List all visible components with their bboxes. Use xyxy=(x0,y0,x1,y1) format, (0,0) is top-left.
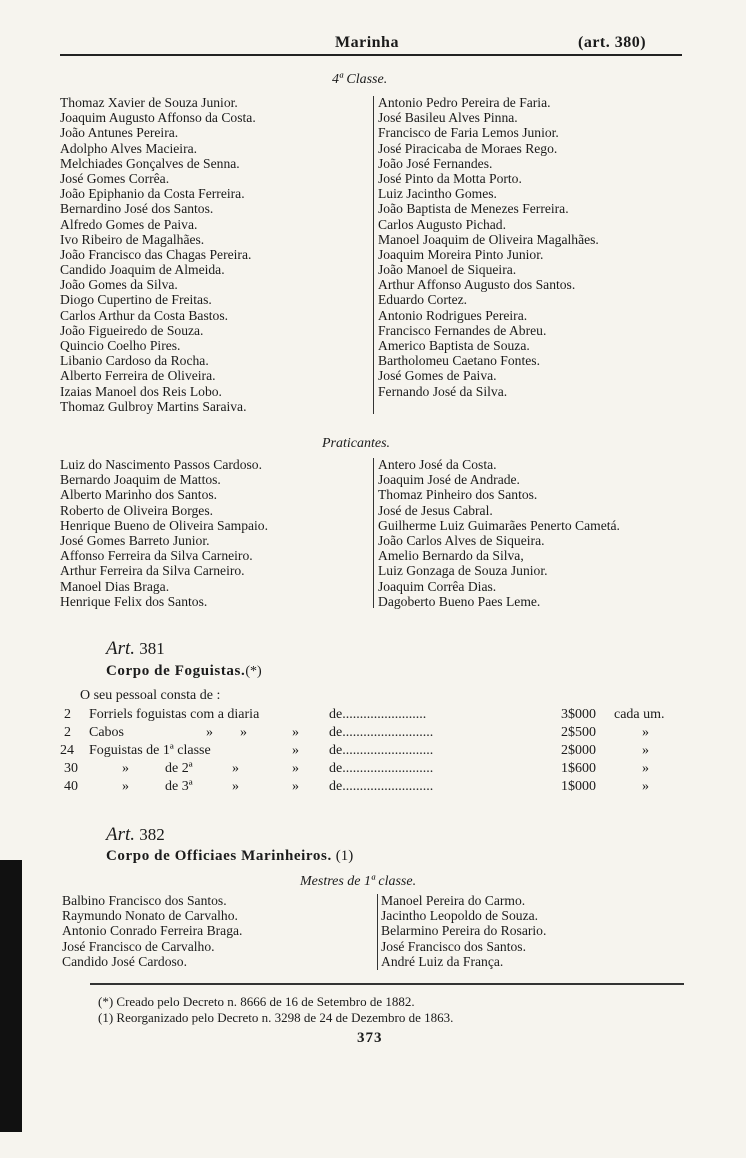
foguistas-unit: » xyxy=(642,761,649,776)
footnote-1: (*) Creado pelo Decreto n. 8666 de 16 de Setembro de 1882. xyxy=(98,994,415,1009)
class-4-name: Melchiades Gonçalves de Senna. xyxy=(60,155,240,171)
foguistas-ditto-2: » xyxy=(232,761,239,776)
class-4-name: Quincio Coelho Pires. xyxy=(60,338,181,353)
mestre-name: José Francisco de Carvalho. xyxy=(62,938,215,954)
class-4-name: Ivo Ribeiro de Magalhães. xyxy=(60,231,205,247)
praticante-name: Henrique Bueno de Oliveira Sampaio. xyxy=(60,517,269,533)
art-382-number: 382 xyxy=(139,825,165,844)
class-4-name: Francisco Fernandes de Abreu. xyxy=(378,322,547,338)
class-4-name: José Pinto da Motta Porto. xyxy=(378,170,522,186)
praticante-name: Manoel Dias Braga. xyxy=(60,578,170,594)
class-4-name: Bernardino José dos Santos. xyxy=(60,201,214,217)
praticante-name: Alberto Marinho dos Santos. xyxy=(60,487,218,503)
praticante-name: Affonso Ferreira da Silva Carneiro. xyxy=(60,548,253,564)
class-4-name: Francisco de Faria Lemos Junior. xyxy=(378,125,559,141)
praticante-name: José de Jesus Cabral. xyxy=(378,502,493,518)
class-4-name: José Basileu Alves Pinna. xyxy=(378,110,518,126)
praticante-name: Joaquim Corrêa Dias. xyxy=(378,578,497,594)
foguistas-value: 2$000 xyxy=(561,743,596,758)
foguistas-desc: Foguistas de 1ª classe xyxy=(89,743,211,758)
class-4-name: Manoel Joaquim de Oliveira Magalhães. xyxy=(378,231,599,247)
art-382-title: Corpo de Officiaes Marinheiros. xyxy=(106,848,332,864)
praticante-name: Amelio Bernardo da Silva, xyxy=(378,548,524,564)
class-4-name: Alberto Ferreira de Oliveira. xyxy=(60,368,216,384)
class-4-name: Joaquim Moreira Pinto Junior. xyxy=(378,246,544,262)
foguistas-de: de.......................... xyxy=(329,725,434,740)
praticantes-right-list xyxy=(378,457,620,609)
foguistas-qty: 40 xyxy=(64,779,78,794)
art-381-heading xyxy=(106,638,165,660)
art-381-title-line xyxy=(106,662,262,680)
foguistas-qty: 2 xyxy=(64,725,71,740)
foguistas-de: de.......................... xyxy=(329,761,434,776)
foguistas-ditto-2: » xyxy=(232,779,239,794)
praticantes-left-list xyxy=(60,457,268,609)
foguistas-unit: cada um. xyxy=(614,707,665,722)
mestre-name: Balbino Francisco dos Santos. xyxy=(62,893,227,908)
class-4-name: Antonio Rodrigues Pereira. xyxy=(378,307,528,323)
class-4-name: Thomaz Gulbroy Martins Saraiva. xyxy=(60,398,247,414)
class-4-name: Diogo Cupertino de Freitas. xyxy=(60,292,212,308)
art-381-intro: O seu pessoal consta de : xyxy=(80,688,221,703)
foguistas-unit: » xyxy=(642,779,649,794)
mestres-left-list xyxy=(62,893,242,969)
foguistas-desc: de 2ª xyxy=(165,761,193,776)
praticante-name: Thomaz Pinheiro dos Santos. xyxy=(378,487,538,503)
class-4-name: João Figueiredo de Souza. xyxy=(60,322,204,338)
art-382-title-line xyxy=(106,847,353,865)
class-4-name: Carlos Augusto Pichad. xyxy=(378,216,507,232)
foguistas-value: 2$500 xyxy=(561,725,596,740)
praticante-name: João Carlos Alves de Siqueira. xyxy=(378,532,545,548)
class-4-name: Izaias Manoel dos Reis Lobo. xyxy=(60,383,222,399)
class-4-name: Adolpho Alves Macieira. xyxy=(60,140,198,156)
praticantes-title: Praticantes. xyxy=(322,436,391,451)
page-number: 373 xyxy=(357,1030,383,1046)
class-4-name: Candido Joaquim de Almeida. xyxy=(60,262,225,278)
foguistas-ditto-2: » xyxy=(240,725,247,740)
foguistas-unit: » xyxy=(642,725,649,740)
foguistas-ditto-3: » xyxy=(292,743,299,758)
praticante-name: Arthur Ferreira da Silva Carneiro. xyxy=(60,563,245,579)
praticante-name: Antero José da Costa. xyxy=(378,457,497,472)
mestres-divider xyxy=(377,894,378,970)
praticante-name: Roberto de Oliveira Borges. xyxy=(60,502,214,518)
mestre-name: Antonio Conrado Ferreira Braga. xyxy=(62,923,243,939)
class-4-name: João Baptista de Menezes Ferreira. xyxy=(378,201,569,217)
art-381-title: Corpo de Foguistas. xyxy=(106,663,246,679)
class-4-name: Fernando José da Silva. xyxy=(378,383,508,399)
art-382-heading xyxy=(106,824,165,846)
foguistas-ditto-3: » xyxy=(292,761,299,776)
running-article: (art. 380) xyxy=(578,34,647,51)
mestre-name: Candido José Cardoso. xyxy=(62,953,187,969)
class-4-name: Thomaz Xavier de Souza Junior. xyxy=(60,95,238,110)
praticantes-divider xyxy=(373,458,374,608)
footnote-rule xyxy=(90,983,684,985)
foguistas-ditto-3: » xyxy=(292,779,299,794)
class-4-name: Antonio Pedro Pereira de Faria. xyxy=(378,95,551,110)
foguistas-value: 1$600 xyxy=(561,761,596,776)
class-4-name: Joaquim Augusto Affonso da Costa. xyxy=(60,110,256,126)
running-title: Marinha xyxy=(335,34,399,51)
mestre-name: Jacintho Leopoldo de Souza. xyxy=(381,908,539,924)
art-381-number: 381 xyxy=(139,639,165,658)
praticante-name: Joaquim José de Andrade. xyxy=(378,472,520,488)
art-382-subtitle: Mestres de 1ª classe. xyxy=(300,874,417,889)
praticante-name: Bernardo Joaquim de Mattos. xyxy=(60,472,221,488)
art-381-label: Art. xyxy=(106,638,136,659)
footnote-2: (1) Reorganizado pelo Decreto n. 3298 de 24 de Dezembro de 1863. xyxy=(98,1010,454,1025)
mestre-name: José Francisco dos Santos. xyxy=(381,938,526,954)
class-4-name: Libanio Cardoso da Rocha. xyxy=(60,353,209,369)
praticante-name: Guilherme Luiz Guimarães Penerto Cametá. xyxy=(378,517,620,533)
class-4-name: João Manoel de Siqueira. xyxy=(378,262,517,278)
mestres-right-list xyxy=(381,893,546,969)
class-4-name: Carlos Arthur da Costa Bastos. xyxy=(60,307,229,323)
class-4-name: Bartholomeu Caetano Fontes. xyxy=(378,353,540,369)
art-382-mark: (1) xyxy=(335,848,354,864)
class-4-right-list xyxy=(378,95,599,399)
class-4-name: José Gomes de Paiva. xyxy=(378,368,497,384)
mestre-name: André Luiz da França. xyxy=(381,953,504,969)
binding-edge xyxy=(0,860,22,1132)
foguistas-value: 3$000 xyxy=(561,707,596,722)
class-4-left-list xyxy=(60,95,256,414)
class-4-name: Eduardo Cortez. xyxy=(378,292,468,308)
praticante-name: José Gomes Barreto Junior. xyxy=(60,532,210,548)
foguistas-ditto-1: » xyxy=(206,725,213,740)
foguistas-desc: Cabos xyxy=(89,725,124,740)
mestre-name: Belarmino Pereira do Rosario. xyxy=(381,923,547,939)
class-4-name: João Epiphanio da Costa Ferreira. xyxy=(60,186,245,202)
foguistas-de: de.......................... xyxy=(329,743,434,758)
foguistas-qty: 24 xyxy=(60,743,74,758)
foguistas-unit: » xyxy=(642,743,649,758)
foguistas-de: de........................ xyxy=(329,707,427,722)
class-4-name: João Gomes da Silva. xyxy=(60,277,178,293)
class-4-title: 4ª Classe. xyxy=(332,72,388,87)
praticante-name: Henrique Felix dos Santos. xyxy=(60,593,208,609)
art-382-label: Art. xyxy=(106,824,136,845)
class-4-name: Luiz Jacintho Gomes. xyxy=(378,186,497,202)
mestre-name: Manoel Pereira do Carmo. xyxy=(381,893,526,908)
class-4-name: Alfredo Gomes de Paiva. xyxy=(60,216,198,232)
class-4-name: João Antunes Pereira. xyxy=(60,125,179,141)
class-4-name: João José Fernandes. xyxy=(378,155,493,171)
class-4-name: Arthur Affonso Augusto dos Santos. xyxy=(378,277,576,293)
foguistas-qty: 2 xyxy=(64,707,71,722)
foguistas-ditto-1: » xyxy=(122,761,129,776)
class-4-name: Americo Baptista de Souza. xyxy=(378,338,530,353)
foguistas-qty: 30 xyxy=(64,761,78,776)
class-4-divider xyxy=(373,96,374,414)
foguistas-ditto-3: » xyxy=(292,725,299,740)
class-4-name: João Francisco das Chagas Pereira. xyxy=(60,246,252,262)
foguistas-value: 1$000 xyxy=(561,779,596,794)
praticante-name: Luiz Gonzaga de Souza Junior. xyxy=(378,563,548,579)
foguistas-de: de.......................... xyxy=(329,779,434,794)
mestre-name: Raymundo Nonato de Carvalho. xyxy=(62,908,238,924)
foguistas-desc: de 3ª xyxy=(165,779,193,794)
foguistas-ditto-1: » xyxy=(122,779,129,794)
foguistas-desc: Forriels foguistas com a diaria xyxy=(89,707,260,722)
class-4-name: José Gomes Corrêa. xyxy=(60,170,170,186)
class-4-name: José Piracicaba de Moraes Rego. xyxy=(378,140,558,156)
praticante-name: Dagoberto Bueno Paes Leme. xyxy=(378,593,541,609)
praticante-name: Luiz do Nascimento Passos Cardoso. xyxy=(60,457,262,472)
art-381-mark: (*) xyxy=(245,664,262,679)
